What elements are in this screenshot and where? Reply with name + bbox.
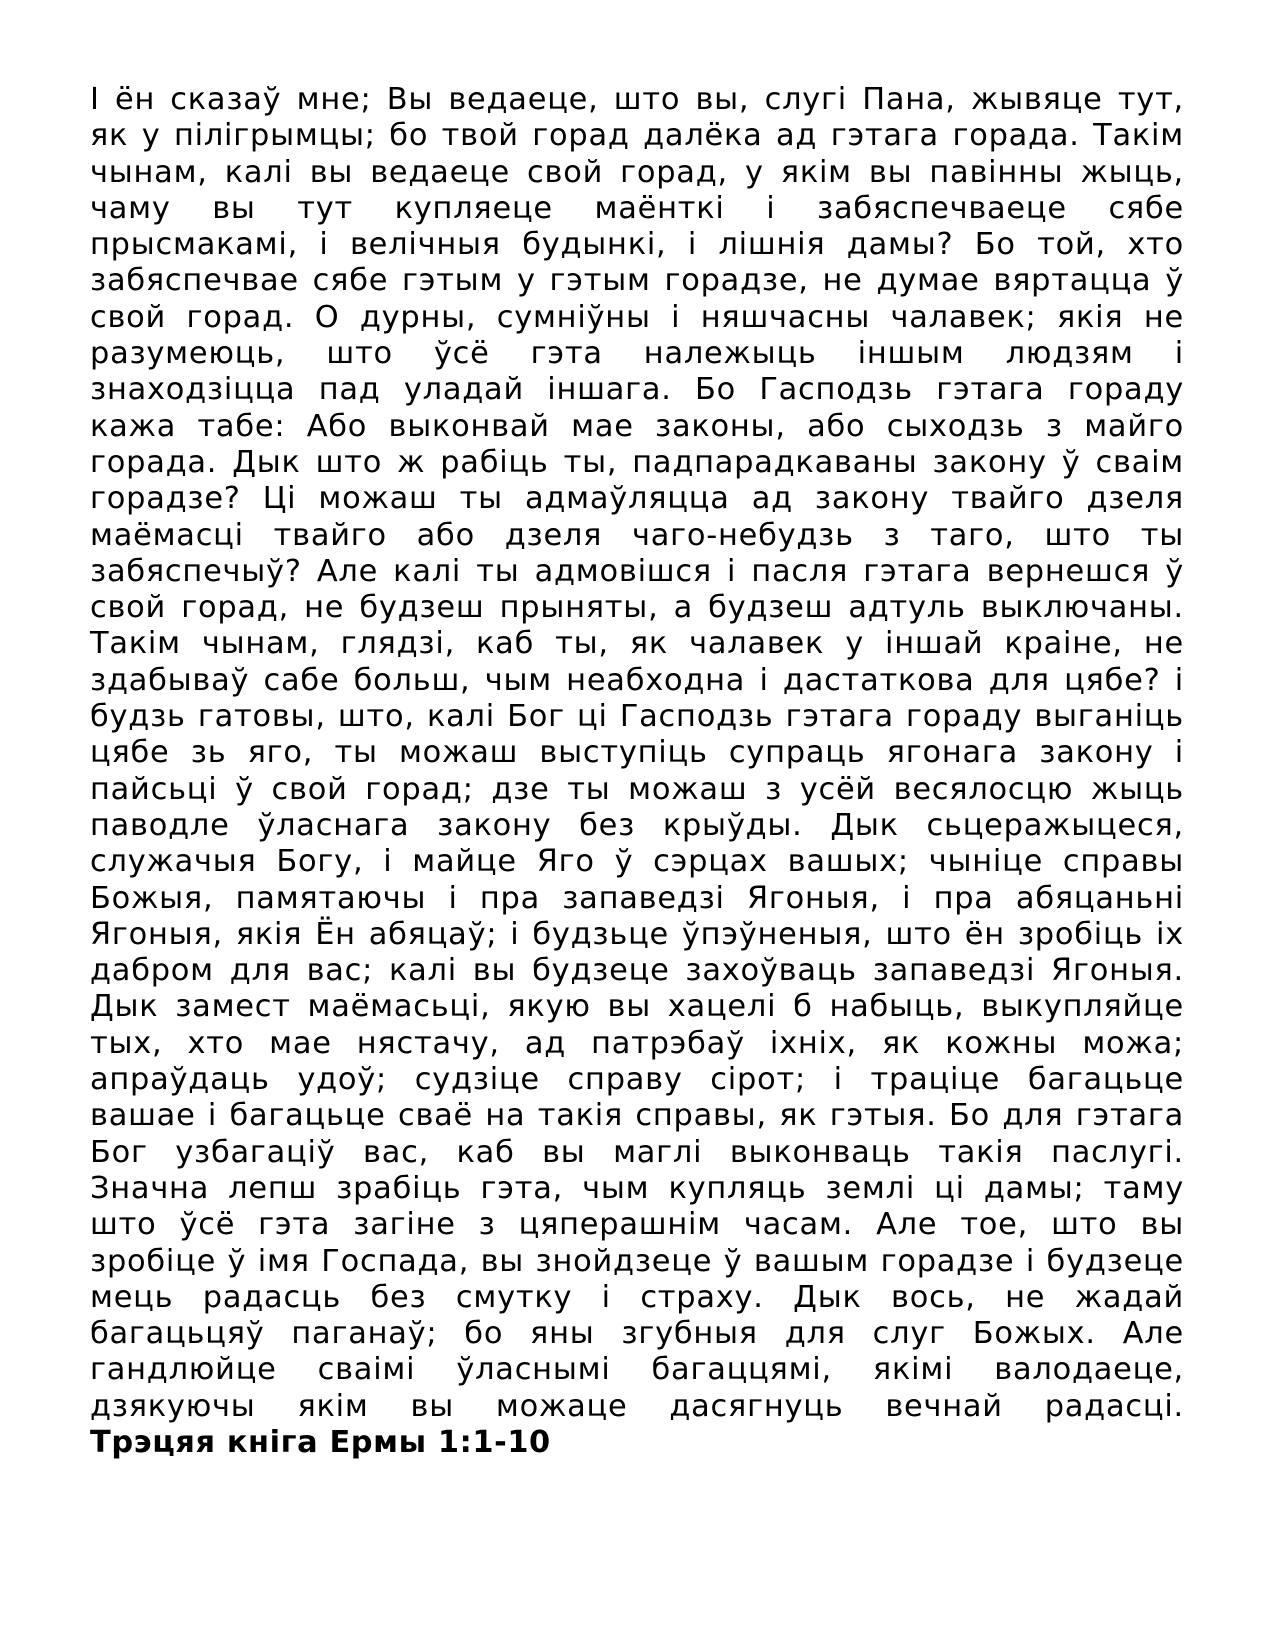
document-page [90,82,1184,1461]
source-citation: Трэцяя кніга Ермы 1:1-10 [90,1424,551,1460]
body-paragraph: І ён сказаў мне; Вы ведаеце, што вы, слугі Пана, жывяце тут, як у пілігрымцы; бо твой горад далёка ад гэтага горада. Такім чынам, калі вы ведаеце свой горад, у якім вы павінны жыць, чаму вы тут купляеце маёнткі і забяспечваеце сябе прысмакамі, і велічныя будынкі, і лішнія дамы? Бо той, хто забяспечвае сябе гэтым у гэтым горадзе, не думае вяртацца ў свой горад. О дурны, сумніўны і няшчасны чалавек; якія не разумеюць, што ўсё гэта належыць іншым людзям і знаходзіцца пад уладай іншага. Бо Гасподзь гэтага гораду кажа табе: Або выконвай мае законы, або сыходзь з майго горада. Дык што ж рабіць ты, падпарадкаваны закону ў сваім горадзе? Ці можаш ты адмаўляцца ад закону твайго дзеля маёмасці твайго або дзеля чаго-небудзь з таго, што ты забяспечыў? Але калі ты адмовішся і пасля гэтага вернешся ў свой горад, не будзеш прыняты, а будзеш адтуль выключаны. Такім чынам, глядзі, каб ты, як чалавек у іншай краіне, не здабываў сабе больш, чым неабходна і дастаткова для цябе? і будзь гатовы, што, калі Бог ці Гасподзь гэтага гораду выганіць цябе зь яго, ты можаш выступіць супраць ягонага закону і пайсьці ў свой горад; дзе ты можаш з усёй весялосцю жыць паводле ўласнага закону без крыўды. Дык сьцеражыцеся, служачыя Богу, і майце Яго ў сэрцах вашых; чыніце справы Божыя, памятаючы і пра запаведзі Ягоныя, і пра абяцаньні Ягоныя, якія Ён абяцаў; і будзьце ўпэўненыя, што ён зробіць іх дабром для вас; калі вы будзеце захоўваць запаведзі Ягоныя. Дык замест маёмасьці, якую вы хацелі б набыць, выкупляйце тых, хто мае нястачу, ад патрэбаў іхніх, як кожны можа; апраўдаць удоў; судзіце справу сірот; і траціце багацьце вашае і багацьце сваё на такія справы, як гэтыя. Бо для гэтага Бог узбагаціў вас, каб вы маглі выконваць такія паслугі. Значна лепш зрабіць гэта, чым купляць землі ці дамы; таму што ўсё гэта загіне з цяперашнім часам. Але тое, што вы зробіце ў імя Госпада, вы знойдзеце ў вашым горадзе і будзеце мець радасць без смутку і страху. Дык вось, не жадай багацьцяў паганаў; бо яны згубныя для слуг Божых. Але гандлюйце сваімі ўласнымі багаццямі, якімі валодаеце, дзякуючы якім вы можаце дасягнуць вечнай радасці. [90,82,1184,1424]
